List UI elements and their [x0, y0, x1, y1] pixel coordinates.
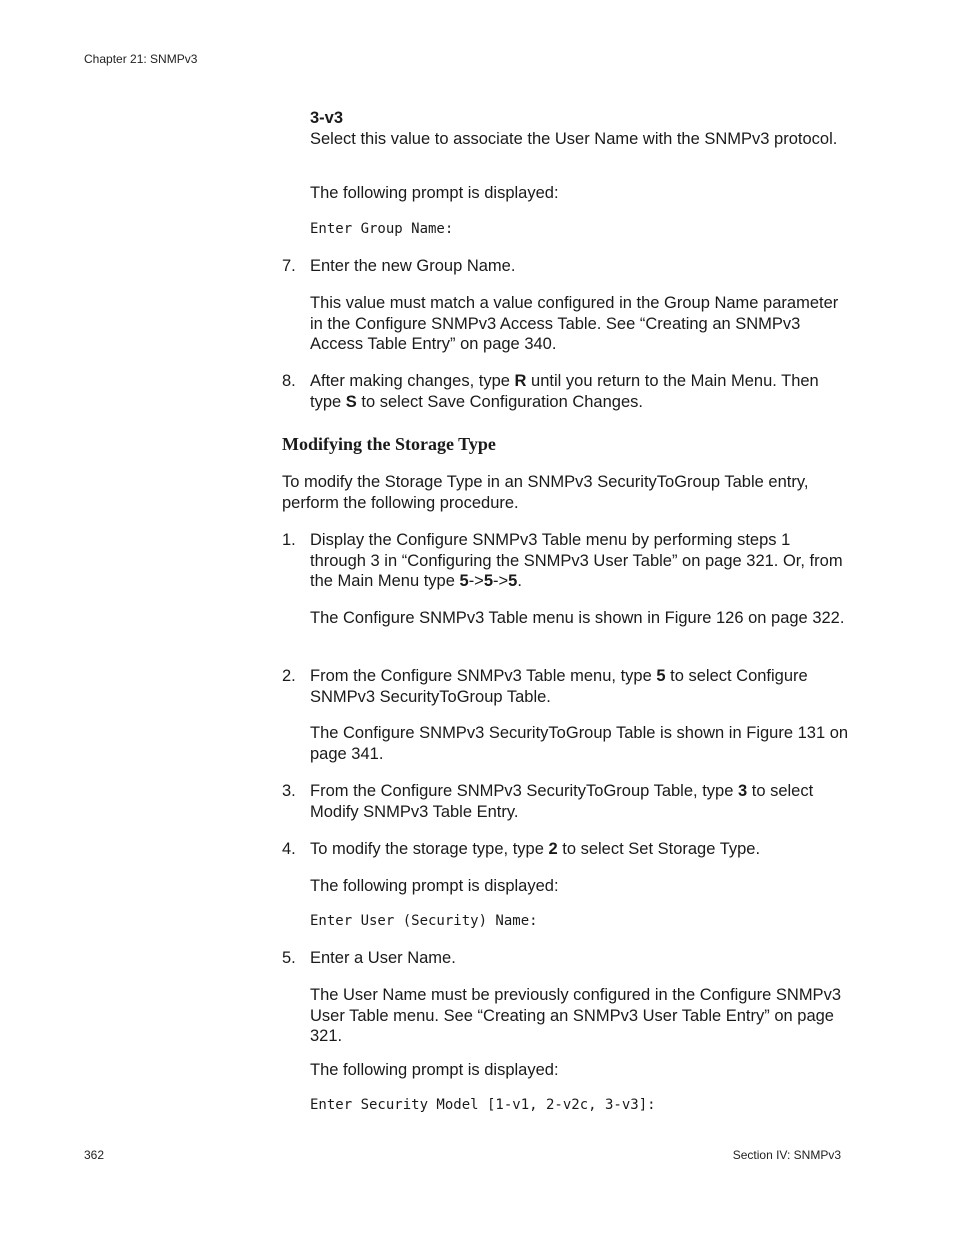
step-number: 5. [282, 949, 296, 967]
section-heading: Modifying the Storage Type [282, 434, 496, 454]
step-number: 7. [282, 257, 296, 275]
step-text: From the Configure SNMPv3 Table menu, type 5 to select Configure SNMPv3 SecurityToGroup Table. [310, 667, 808, 706]
option-label: 3-v3 [310, 109, 344, 127]
page-number: 362 [84, 1148, 105, 1162]
step-number: 3. [282, 782, 296, 800]
step-note: The Configure SNMPv3 SecurityToGroup Table is shown in Figure 131 on page 341. [310, 724, 849, 763]
step-text: Display the Configure SNMPv3 Table menu by performing steps 1 through 3 in “Configuring the SNMPv3 User Table” on page 321. Or, from the Main Menu type 5->5->5. [310, 531, 843, 590]
footer-section: Section IV: SNMPv3 [732, 1148, 841, 1162]
step-number: 8. [282, 372, 296, 390]
step-text: Enter the new Group Name. [310, 257, 516, 275]
step-note: This value must match a value configured in the Group Name parameter in the Configure SNMPv3 Access Table. See “Creating an SNMPv3 Access Table Entry” on page 340. [310, 294, 839, 353]
step-note: The User Name must be previously configured in the Configure SNMPv3 User Table menu. See “Creating an SNMPv3 User Table Entry” on page 321. [310, 986, 841, 1045]
step-number: 2. [282, 667, 296, 685]
prompt-code: Enter Group Name: [310, 221, 454, 237]
option-description: Select this value to associate the User Name with the SNMPv3 protocol. [310, 130, 838, 148]
step-note: The Configure SNMPv3 Table menu is shown in Figure 126 on page 322. [310, 609, 845, 627]
step-text: From the Configure SNMPv3 SecurityToGroup Table, type 3 to select Modify SNMPv3 Table Entry. [310, 782, 814, 821]
step-text: After making changes, type R until you return to the Main Menu. Then type S to select Save Configuration Changes. [310, 372, 819, 411]
section-intro: To modify the Storage Type in an SNMPv3 SecurityToGroup Table entry, perform the following procedure. [282, 473, 809, 512]
step-number: 1. [282, 531, 296, 549]
prompt-code: Enter User (Security) Name: [310, 913, 538, 929]
prompt-intro: The following prompt is displayed: [310, 877, 559, 895]
step-text: Enter a User Name. [310, 949, 456, 967]
step-text: To modify the storage type, type 2 to select Set Storage Type. [310, 840, 761, 858]
prompt-intro: The following prompt is displayed: [310, 184, 559, 202]
prompt-intro: The following prompt is displayed: [310, 1061, 559, 1079]
prompt-code: Enter Security Model [1-v1, 2-v2c, 3-v3]: [310, 1097, 656, 1113]
page-header-chapter: Chapter 21: SNMPv3 [84, 52, 198, 66]
step-number: 4. [282, 840, 296, 858]
